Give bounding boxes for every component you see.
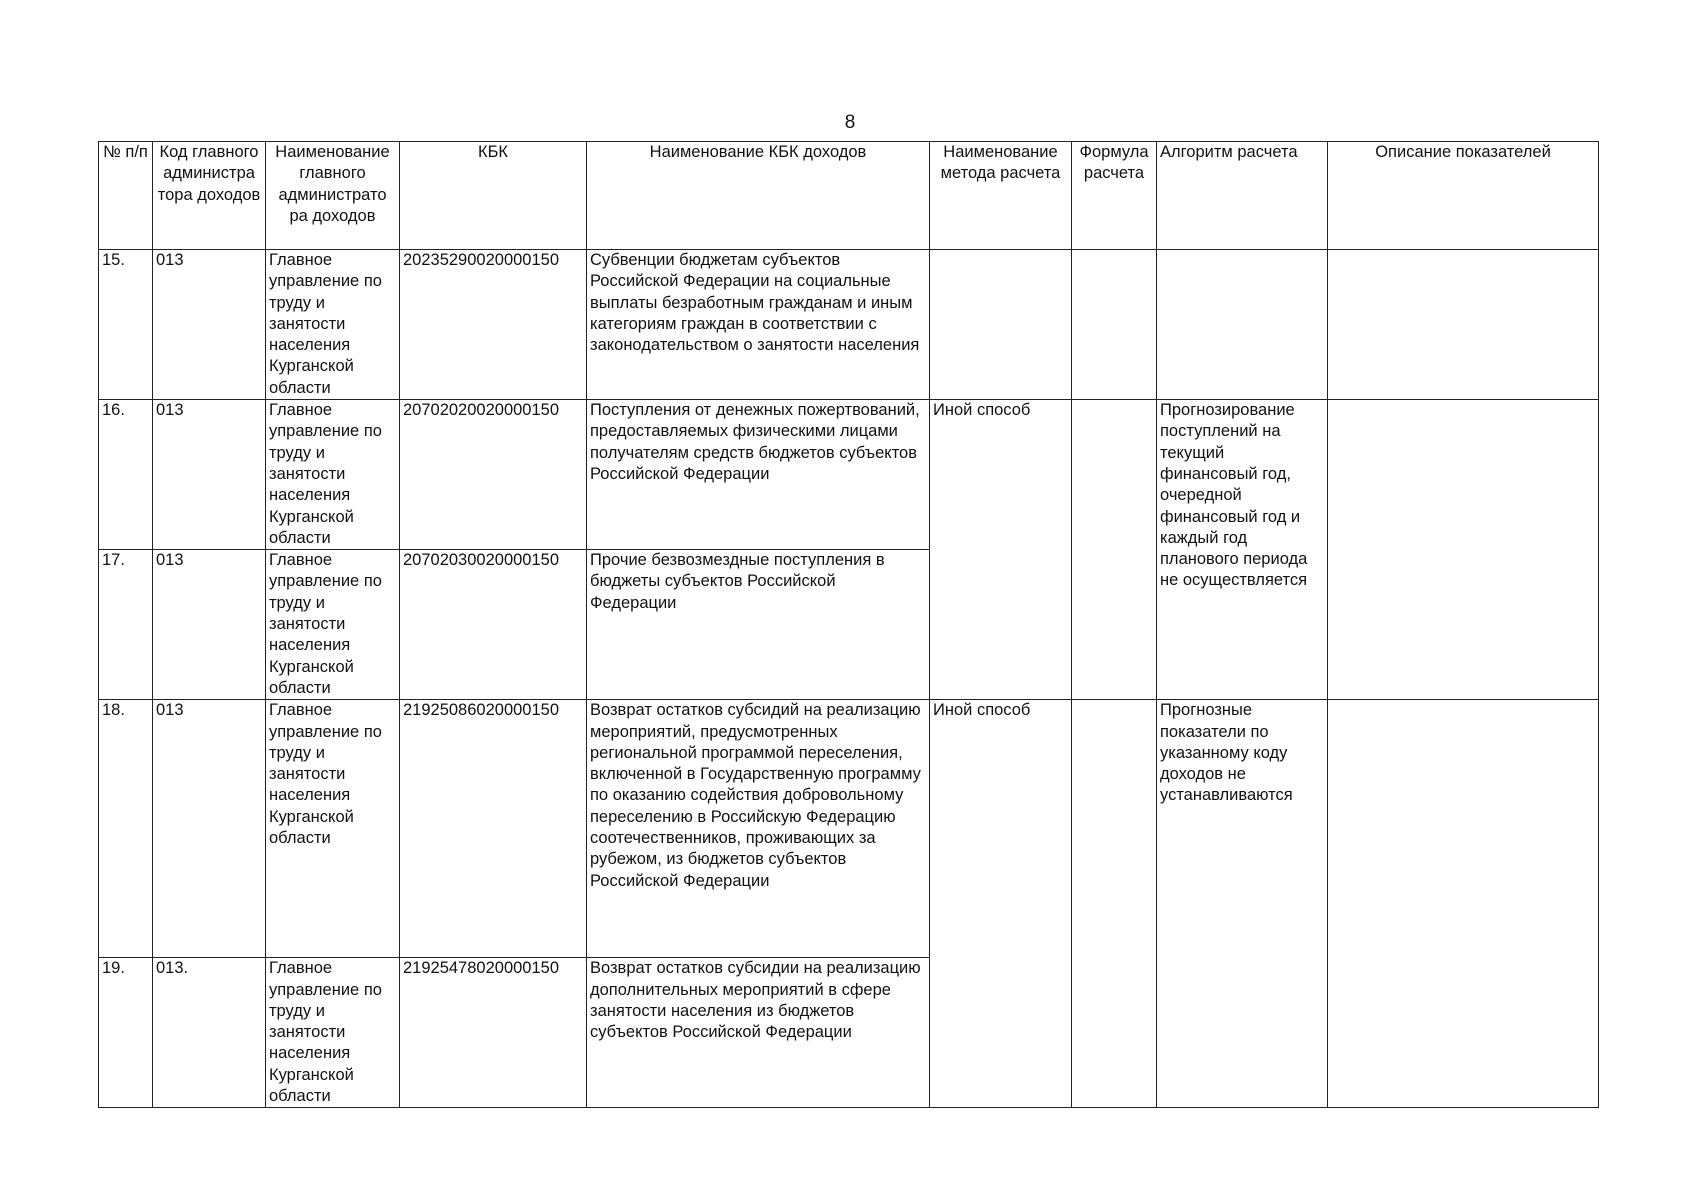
- row-description: [1328, 250, 1599, 400]
- row-admin-code: 013: [153, 250, 266, 400]
- row-kbk-name: Прочие безвозмездные поступления в бюджеты субъектов Российской Федерации: [587, 550, 930, 700]
- row-admin-code: 013: [153, 550, 266, 700]
- revenue-forecast-table: [98, 141, 1599, 1108]
- row-kbk: 20702030020000150: [400, 550, 587, 700]
- header-kbk: КБК: [400, 142, 587, 250]
- group-description: [1328, 700, 1599, 1108]
- row-num: 18.: [99, 700, 153, 958]
- table-row: [99, 700, 1599, 958]
- row-kbk-name: Поступления от денежных пожертвований, предоставляемых физическими лицами получателям средств бюджетов субъектов Российской Федерации: [587, 400, 930, 550]
- row-admin-code: 013.: [153, 958, 266, 1108]
- row-admin-name: Главное управление по труду и занятости населения Курганской области: [266, 958, 400, 1108]
- table-header-row: [99, 142, 1599, 250]
- page-number: 8: [844, 112, 856, 133]
- row-admin-code: 013: [153, 700, 266, 958]
- group-method: Иной способ: [930, 400, 1072, 700]
- header-description: Описание показателей: [1328, 142, 1599, 250]
- row-algorithm: [1157, 250, 1328, 400]
- row-method: [930, 250, 1072, 400]
- row-formula: [1072, 250, 1157, 400]
- table-row: [99, 400, 1599, 550]
- row-num: 15.: [99, 250, 153, 400]
- group-formula: [1072, 400, 1157, 700]
- row-kbk: 21925086020000150: [400, 700, 587, 958]
- table-row: [99, 250, 1599, 400]
- row-kbk: 20235290020000150: [400, 250, 587, 400]
- header-num: № п/п: [99, 142, 153, 250]
- row-admin-name: Главное управление по труду и занятости населения Курганской области: [266, 550, 400, 700]
- row-kbk-name: Возврат остатков субсидии на реализацию дополнительных мероприятий в сфере занятости населения из бюджетов субъектов Российской Федерации: [587, 958, 930, 1108]
- group-algorithm: Прогнозные показатели по указанному коду доходов не устанавливаются: [1157, 700, 1328, 1108]
- header-formula: Формула расчета: [1072, 142, 1157, 250]
- row-kbk-name: Возврат остатков субсидий на реализацию мероприятий, предусмотренных региональной программой переселения, включенной в Государственную программу по оказанию содействия добровольному переселению в Российскую Федерацию соотечественников, проживающих за рубежом, из бюджетов субъектов Российской Федерации: [587, 700, 930, 958]
- header-algorithm: Алгоритм расчета: [1157, 142, 1328, 250]
- header-admin-code: Код главного администра тора доходов: [153, 142, 266, 250]
- row-admin-name: Главное управление по труду и занятости населения Курганской области: [266, 400, 400, 550]
- header-admin-name: Наименование главного администрато ра доходов: [266, 142, 400, 250]
- row-kbk: 21925478020000150: [400, 958, 587, 1108]
- row-admin-code: 013: [153, 400, 266, 550]
- group-method: Иной способ: [930, 700, 1072, 1108]
- row-kbk: 20702020020000150: [400, 400, 587, 550]
- header-kbk-name: Наименование КБК доходов: [587, 142, 930, 250]
- header-method: Наименование метода расчета: [930, 142, 1072, 250]
- row-num: 19.: [99, 958, 153, 1108]
- row-num: 17.: [99, 550, 153, 700]
- row-admin-name: Главное управление по труду и занятости населения Курганской области: [266, 700, 400, 958]
- group-algorithm: Прогнозирование поступлений на текущий финансовый год, очередной финансовый год и каждый год планового периода не осуществляется: [1157, 400, 1328, 700]
- group-formula: [1072, 700, 1157, 1108]
- row-num: 16.: [99, 400, 153, 550]
- group-description: [1328, 400, 1599, 700]
- row-admin-name: Главное управление по труду и занятости населения Курганской области: [266, 250, 400, 400]
- row-kbk-name: Субвенции бюджетам субъектов Российской Федерации на социальные выплаты безработным гражданам и иным категориям граждан в соответствии с законодательством о занятости населения: [587, 250, 930, 400]
